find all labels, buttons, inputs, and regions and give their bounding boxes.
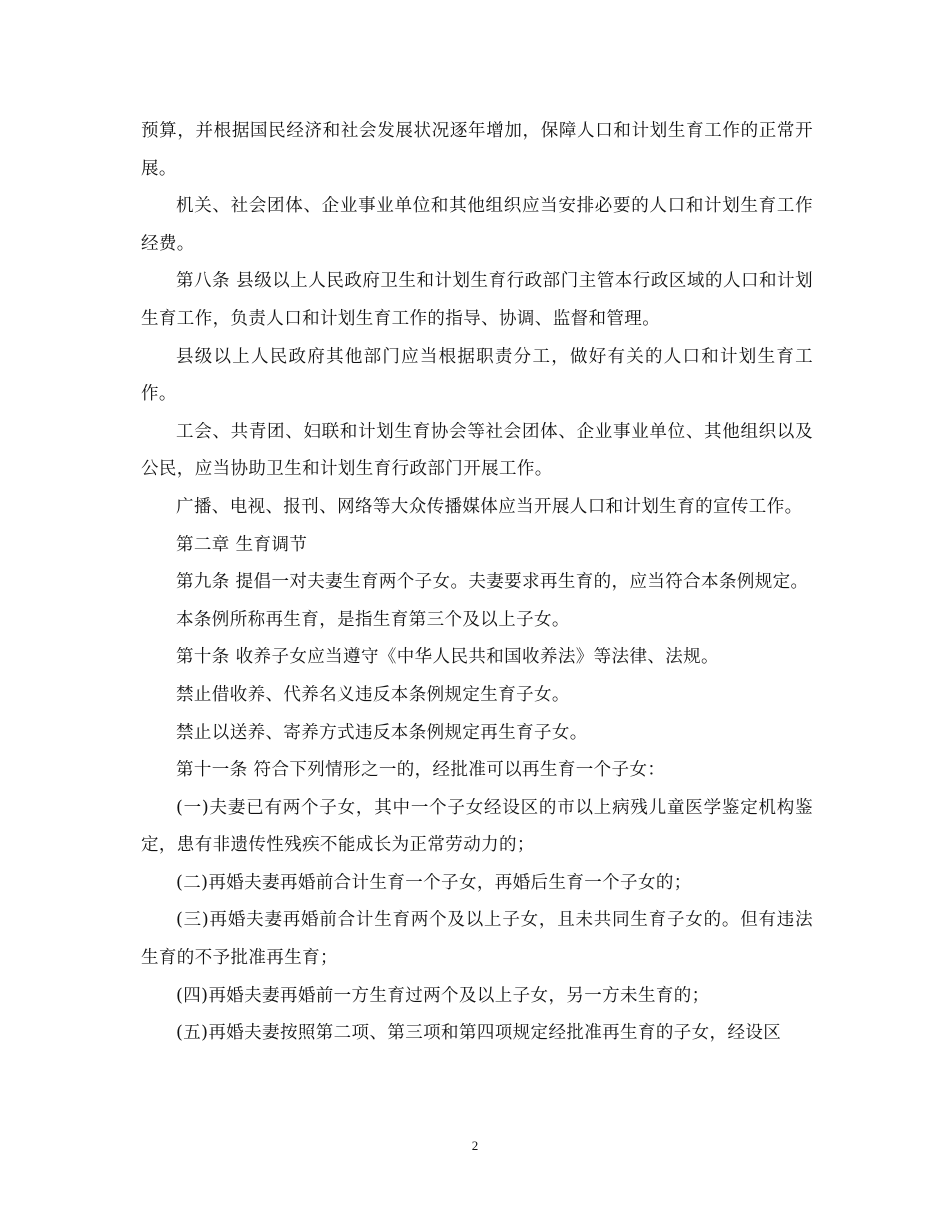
document-body (141, 113, 813, 1053)
paragraph: (五)再婚夫妻按照第二项、第三项和第四项规定经批准再生育的子女，经设区 (176, 1023, 782, 1044)
paragraph: 第十条 收养子女应当遵守《中华人民共和国收养法》等法律、法规。 (176, 647, 719, 668)
paragraph: (三)再婚夫妻再婚前合计生育两个及以上子女，且未共同生育子女的。但有违法生育的不予批准再生育； (141, 910, 813, 969)
paragraph: (四)再婚夫妻再婚前一方生育过两个及以上子女，另一方未生育的； (176, 985, 710, 1006)
paragraph: 本条例所称再生育，是指生育第三个及以上子女。 (176, 609, 570, 630)
paragraph: (一)夫妻已有两个子女，其中一个子女经设区的市以上病残儿童医学鉴定机构鉴定，患有非遗传性残疾不能成长为正常劳动力的； (141, 797, 813, 856)
paragraph: 第十一条 符合下列情形之一的，经批准可以再生育一个子女： (176, 760, 666, 781)
paragraph: 禁止以送养、寄养方式违反本条例规定再生育子女。 (176, 722, 588, 743)
paragraph: 第八条 县级以上人民政府卫生和计划生育行政部门主管本行政区域的人口和计划生育工作，负责人口和计划生育工作的指导、协调、监督和管理。 (141, 271, 813, 329)
paragraph: 广播、电视、报刊、网络等大众传播媒体应当开展人口和计划生育的宣传工作。 (176, 496, 803, 517)
paragraph: 第九条 提倡一对夫妻生育两个子女。夫妻要求再生育的，应当符合本条例规定。 (176, 572, 809, 593)
paragraph: 禁止借收养、代养名义违反本条例规定生育子女。 (176, 684, 570, 705)
paragraph: 预算，并根据国民经济和社会发展状况逐年增加，保障人口和计划生育工作的正常开展。 (141, 121, 813, 179)
paragraph: 第二章 生育调节 (176, 534, 308, 555)
paragraph: (二)再婚夫妻再婚前合计生育一个子女，再婚后生育一个子女的； (176, 872, 692, 893)
paragraph: 县级以上人民政府其他部门应当根据职责分工，做好有关的人口和计划生育工作。 (141, 346, 813, 405)
paragraph: 工会、共青团、妇联和计划生育协会等社会团体、企业事业单位、其他组织以及公民，应当协助卫生和计划生育行政部门开展工作。 (141, 421, 813, 480)
paragraph: 机关、社会团体、企业事业单位和其他组织应当安排必要的人口和计划生育工作经费。 (141, 196, 813, 254)
page-number: 2 (471, 1138, 479, 1153)
